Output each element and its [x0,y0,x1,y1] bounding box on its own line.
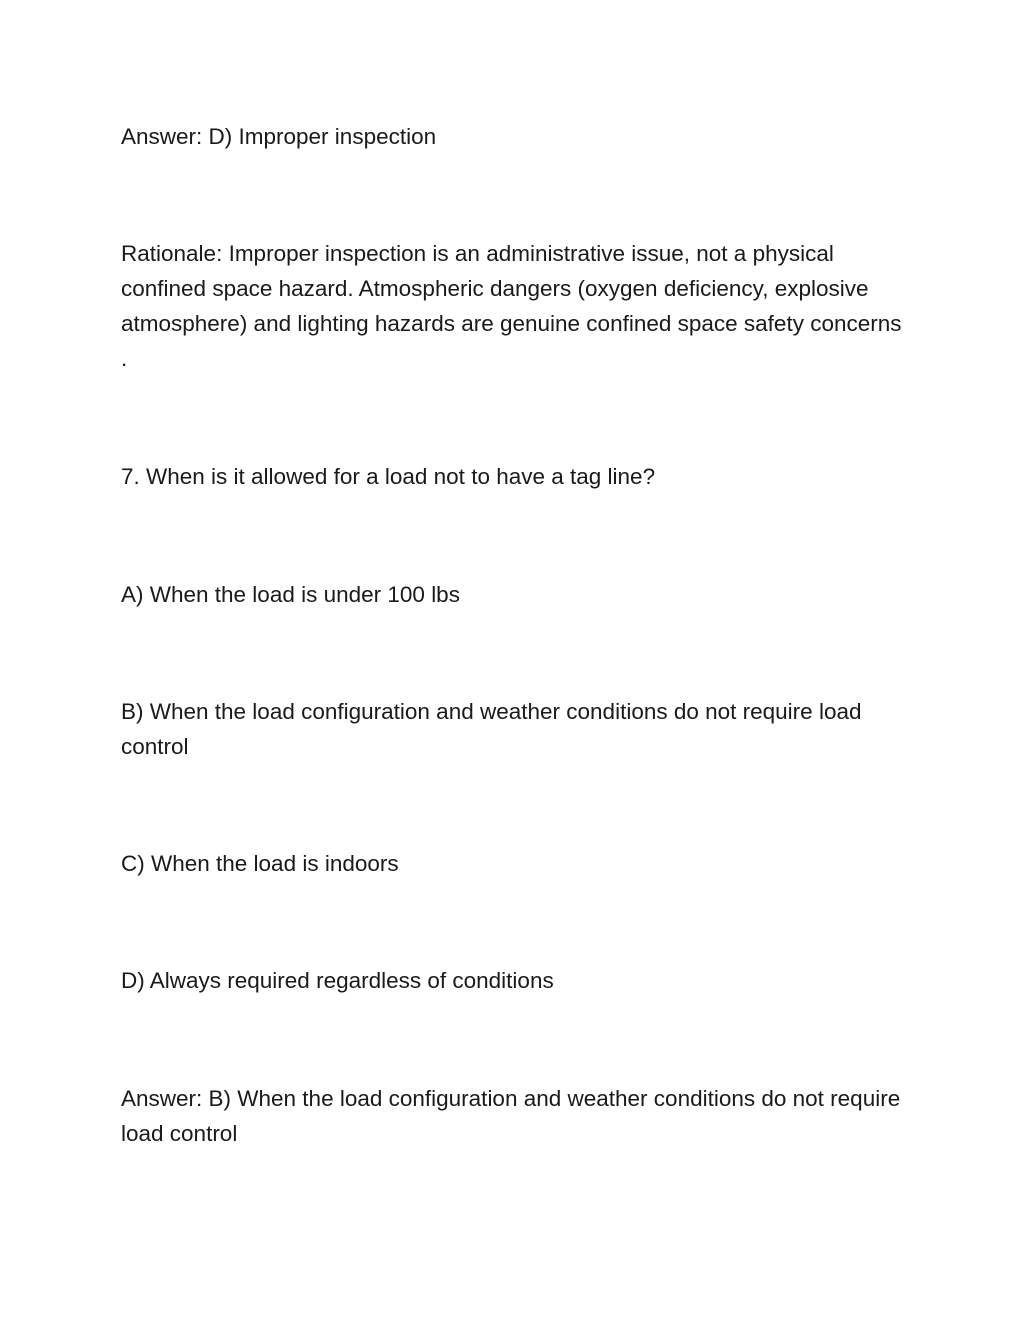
question-7: 7. When is it allowed for a load not to have a tag line? [121,464,656,489]
previous-answer: Answer: D) Improper inspection [121,124,437,149]
rationale-text: Rationale: Improper inspection is an administrative issue, not a physical confined space hazard. Atmospheric dangers (oxygen deficiency, explosive atmosphere) and lighting hazards are genuine confined space safety concerns . [121,241,902,371]
option-b: B) When the load configuration and weather conditions do not require load control [121,699,862,759]
answer-text: Answer: B) When the load configuration and weather conditions do not require load control [121,1086,901,1146]
option-a: A) When the load is under 100 lbs [121,582,460,607]
option-c: C) When the load is indoors [121,851,399,876]
option-d: D) Always required regardless of conditions [121,968,554,993]
